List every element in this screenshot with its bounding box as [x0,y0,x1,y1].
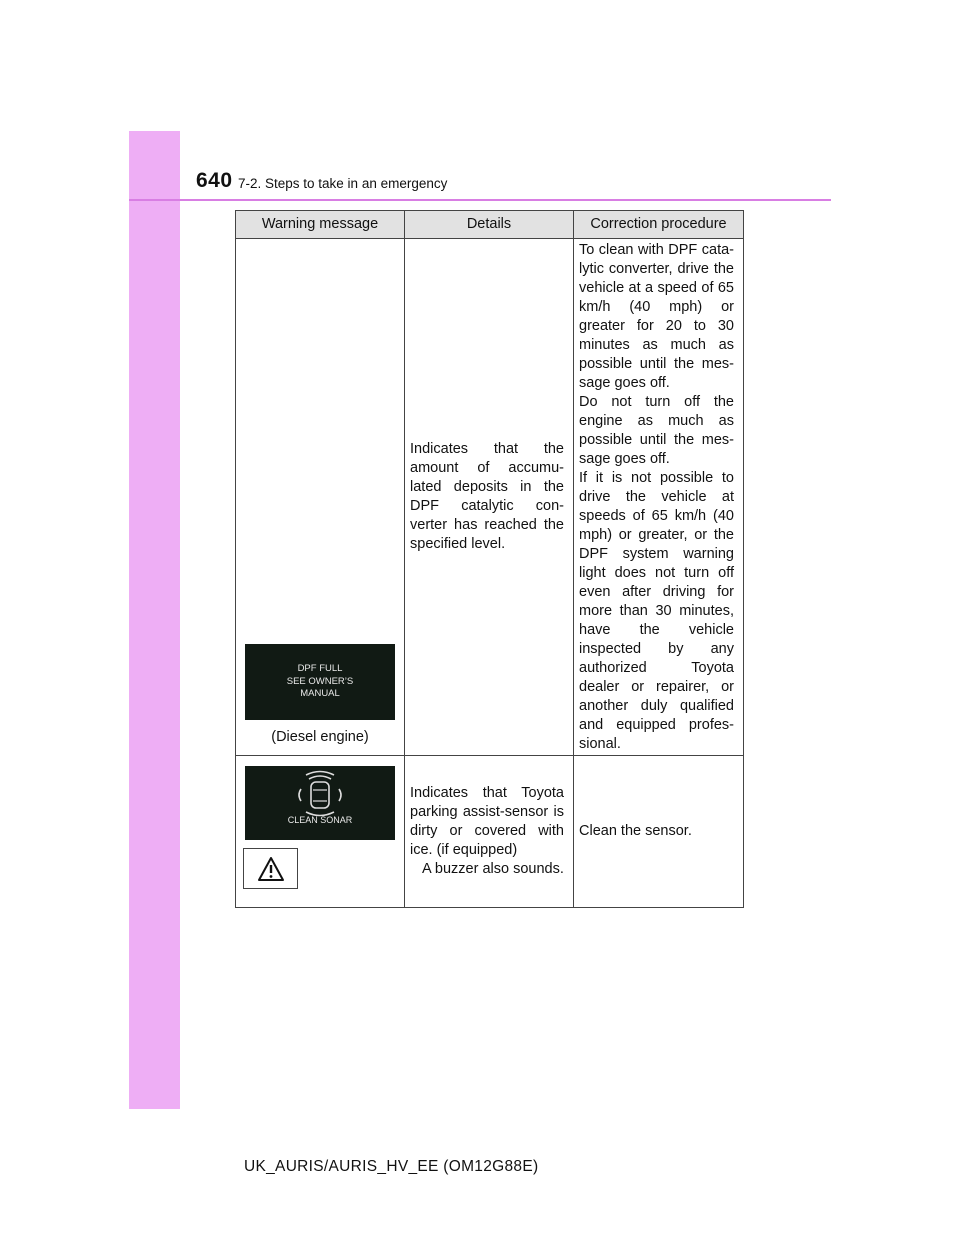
dpf-full-display-image [245,644,395,720]
details-cell [405,756,574,908]
correction-paragraph: If it is not possible to drive the vehicle at speeds of 65 km/h (40 mph) or greater, or the DPF system warning light does not turn off even after driving for more than 30 minutes, have the vehicle inspected by any authorized Toyota dealer or repairer, or another duly qualified and equipped profes-sional. [579,469,734,752]
correction-paragraph: To clean with DPF cata-lytic converter, drive the vehicle at a speed of 65 km/h (40 mph) or greater for 20 to 30 minutes as much as possible until the mes-sage goes off. [579,241,734,391]
correction-text: Clean the sensor. [579,823,692,839]
table-header-row [236,211,744,239]
table-row [236,239,744,756]
header-divider [129,199,831,201]
chapter-side-tab [129,131,180,1109]
warning-message-cell [236,239,405,756]
page-number: 640 [196,169,233,192]
details-text: Indicates that the amount of accumu-lated deposits in the DPF catalytic con-verter has reached the specified level. [410,441,564,552]
correction-cell [574,239,744,756]
engine-caption: (Diesel engine) [271,729,369,745]
details-paragraph: Indicates that Toyota parking assist-sensor is dirty or covered with ice. (if equipped) [410,785,564,858]
details-note: A buzzer also sounds. [422,861,564,877]
section-title: 7-2. Steps to take in an emergency [238,176,448,191]
details-text [405,784,573,879]
column-header-correction: Correction procedure [574,211,744,239]
warning-message-table [235,210,744,908]
display-line: DPF FULL [297,663,343,675]
correction-cell [574,756,744,908]
correction-paragraph: Do not turn off the engine as much as possible until the mes-sage goes off. [579,393,734,467]
column-header-warning-message: Warning message [236,211,405,239]
table-row [236,756,744,908]
warning-triangle-icon [243,848,298,889]
details-cell [405,239,574,756]
display-line: MANUAL [300,688,340,700]
column-header-details: Details [405,211,574,239]
warning-message-cell [236,756,405,908]
manual-code-footer: UK_AURIS/AURIS_HV_EE (OM12G88E) [244,1158,539,1175]
display-line: SEE OWNER’S [286,675,354,687]
clean-sonar-display-image [245,766,395,840]
correction-text [574,241,743,754]
display-label: CLEAN SONAR [287,815,353,825]
